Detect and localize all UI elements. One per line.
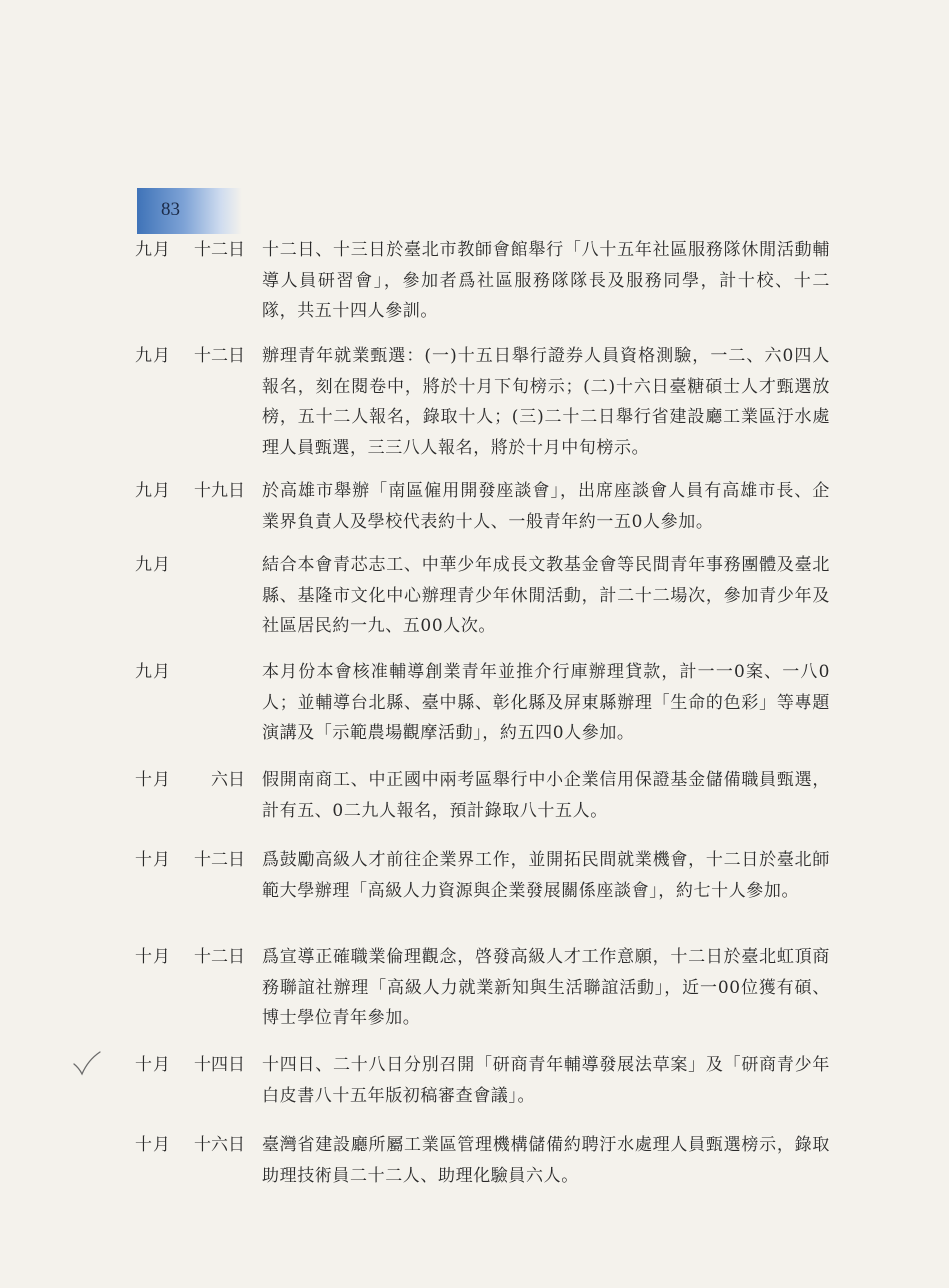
- entry-month: 十月: [135, 1055, 171, 1075]
- entry-day: 十六日: [194, 1135, 245, 1155]
- entry-text: 於高雄市舉辦「南區僱用開發座談會」，出席座談會人員有高雄市長、企業界負責人及學校代表約十人、一般青年約一五0人參加。: [262, 481, 830, 532]
- entry-text: 十二日、十三日於臺北市教師會館舉行「八十五年社區服務隊休閒活動輔導人員研習會」，參加者爲社區服務隊隊長及服務同學，計十校、十二隊，共五十四人參訓。: [262, 240, 830, 321]
- entry-month: 九月: [135, 240, 171, 260]
- entry-text: 結合本會青芯志工、中華少年成長文教基金會等民間青年事務團體及臺北縣、基隆市文化中心辦理青少年休閒活動，計二十二場次，參加青少年及社區居民約一九、五00人次。: [262, 555, 830, 636]
- entry-day: 十二日: [194, 346, 245, 366]
- entry-day: 十二日: [194, 240, 245, 260]
- entry-day: 六日: [211, 770, 245, 790]
- entry-month: 十月: [135, 1135, 171, 1155]
- entry-month: 九月: [135, 481, 171, 501]
- entry-month: 九月: [135, 346, 171, 366]
- entry-month: 十月: [135, 770, 171, 790]
- entry-day: 十九日: [194, 481, 245, 501]
- entry-month: 九月: [135, 662, 171, 682]
- entry-day: 十二日: [194, 850, 245, 870]
- entry-day: 十四日: [194, 1055, 245, 1075]
- entry-month: 十月: [135, 947, 171, 967]
- entry-text: 辦理青年就業甄選：(一)十五日舉行證券人員資格測驗，一二、六0四人報名，刻在閱卷中，將於十月下旬榜示；(二)十六日臺糖碩士人才甄選放榜，五十二人報名，錄取十人；(三)二十二日舉行省建設廳工業區汙水處理人員甄選，三三八人報名，將於十月中旬榜示。: [262, 346, 830, 458]
- entry-text: 假開南商工、中正國中兩考區舉行中小企業信用保證基金儲備職員甄選，計有五、0二九人報名，預計錄取八十五人。: [262, 770, 830, 821]
- page-number-tab: [137, 188, 242, 234]
- entry-text: 本月份本會核准輔導創業青年並推介行庫辦理貸款，計一一0案、一八0人；並輔導台北縣、臺中縣、彰化縣及屏東縣辦理「生命的色彩」等專題演講及「示範農場觀摩活動」，約五四0人參加。: [262, 662, 830, 743]
- entry-text: 十四日、二十八日分別召開「研商青年輔導發展法草案」及「研商青少年白皮書八十五年版初稿審查會議」。: [262, 1055, 830, 1106]
- entry-month: 十月: [135, 850, 171, 870]
- entry-text: 爲鼓勵高級人才前往企業界工作，並開拓民間就業機會，十二日於臺北師範大學辦理「高級人力資源與企業發展關係座談會」，約七十人參加。: [262, 850, 830, 901]
- page-number: 83: [161, 199, 180, 220]
- entry-text: 臺灣省建設廳所屬工業區管理機構儲備約聘汙水處理人員甄選榜示，錄取助理技術員二十二人、助理化驗員六人。: [262, 1135, 830, 1186]
- entry-text: 爲宣導正確職業倫理觀念，啓發高級人才工作意願，十二日於臺北虹頂商務聯誼社辦理「高級人力就業新知與生活聯誼活動」，近一00位獲有碩、博士學位青年參加。: [262, 947, 830, 1028]
- entry-day: 十二日: [194, 947, 245, 967]
- handwritten-check-mark-icon: [72, 1050, 102, 1076]
- entry-month: 九月: [135, 555, 171, 575]
